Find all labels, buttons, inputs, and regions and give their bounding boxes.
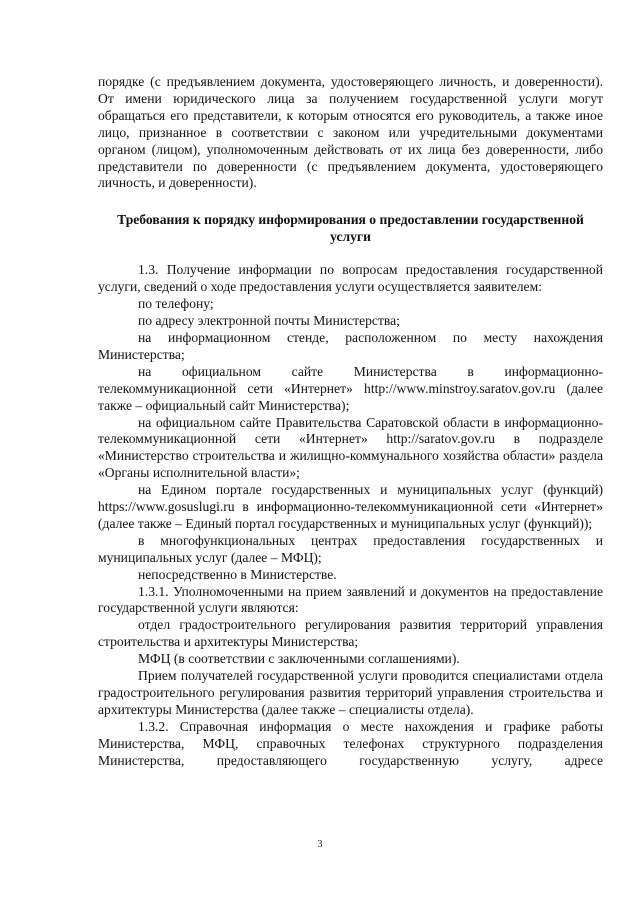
- paragraph-representatives: порядке (с предъявлением документа, удостоверяющего личность, и доверенности). От имени юридического лица за получением государственной услуги могут обращаться его представители, к которым относятся его руководитель, а также иное лицо, признанное в соответствии с законом или учредительными документами органом (лицом), уполномоченным действовать от их лица без доверенности, либо представители по доверенности (с предъявлением документа, удостоверяющего личность, и доверенности).: [98, 74, 603, 191]
- list-item-direct: непосредственно в Министерстве.: [138, 566, 337, 582]
- list-item-email: по адресу электронной почты Министерства;: [138, 313, 400, 329]
- list-item-stand: на информационном стенде, расположенном по месту нахождения Министерства;: [98, 329, 603, 362]
- paragraph-1-3-1: 1.3.1. Уполномоченными на прием заявлений и документов на предоставление государственной услуги являются:: [98, 583, 603, 616]
- list-item-mfc-agreements: МФЦ (в соответствии с заключенными соглашениями).: [138, 651, 460, 667]
- list-item-mfc: в многофункциональных центрах предоставления государственных и муниципальных услуг (далее – МФЦ);: [98, 532, 603, 565]
- paragraph-1-3-2: 1.3.2. Справочная информация о месте нахождения и графике работы Министерства, МФЦ, справочных телефонах структурного подразделения Министерства, предоставляющего государственную услугу, адресе: [98, 718, 603, 768]
- list-item-ministry-site: на официальном сайте Министерства в информационно-телекоммуникационной сети «Интернет» http://www.minstroy.saratov.gov.ru (далее также – официальный сайт Министерства);: [98, 363, 603, 413]
- paragraph-1-3: 1.3. Получение информации по вопросам предоставления государственной услуги, сведений о ходе предоставления услуги осуществляется заявителем:: [98, 262, 603, 295]
- list-item-unified-portal: на Едином портале государственных и муниципальных услуг (функций) https://www.gosuslugi.ru в информационно-телекоммуникационной сети «Интернет» (далее также – Единый портал государственных и муниципальных услуг (функций));: [98, 482, 603, 531]
- list-item-government-site: на официальном сайте Правительства Саратовской области в информационно-телекоммуникационной сети «Интернет» http://saratov.gov.ru в подразделе «Министерство строительства и жилищно-коммунального хозяйства области» раздела «Органы исполнительной власти»;: [98, 414, 603, 481]
- list-item-department: отдел градостроительного регулирования развития территорий управления строительства и архитектуры Министерства;: [98, 617, 603, 650]
- list-item-phone: по телефону;: [138, 296, 214, 312]
- document-body: [98, 74, 603, 770]
- paragraph-specialists: Прием получателей государственной услуги проводится специалистами отдела градостроительного регулирования развития территорий управления строительства и архитектуры Министерства (далее также – специалисты отдела).: [98, 668, 603, 717]
- page-number: 3: [317, 839, 323, 850]
- section-heading: Требования к порядку информирования о предоставлении государственной услуги: [117, 212, 584, 245]
